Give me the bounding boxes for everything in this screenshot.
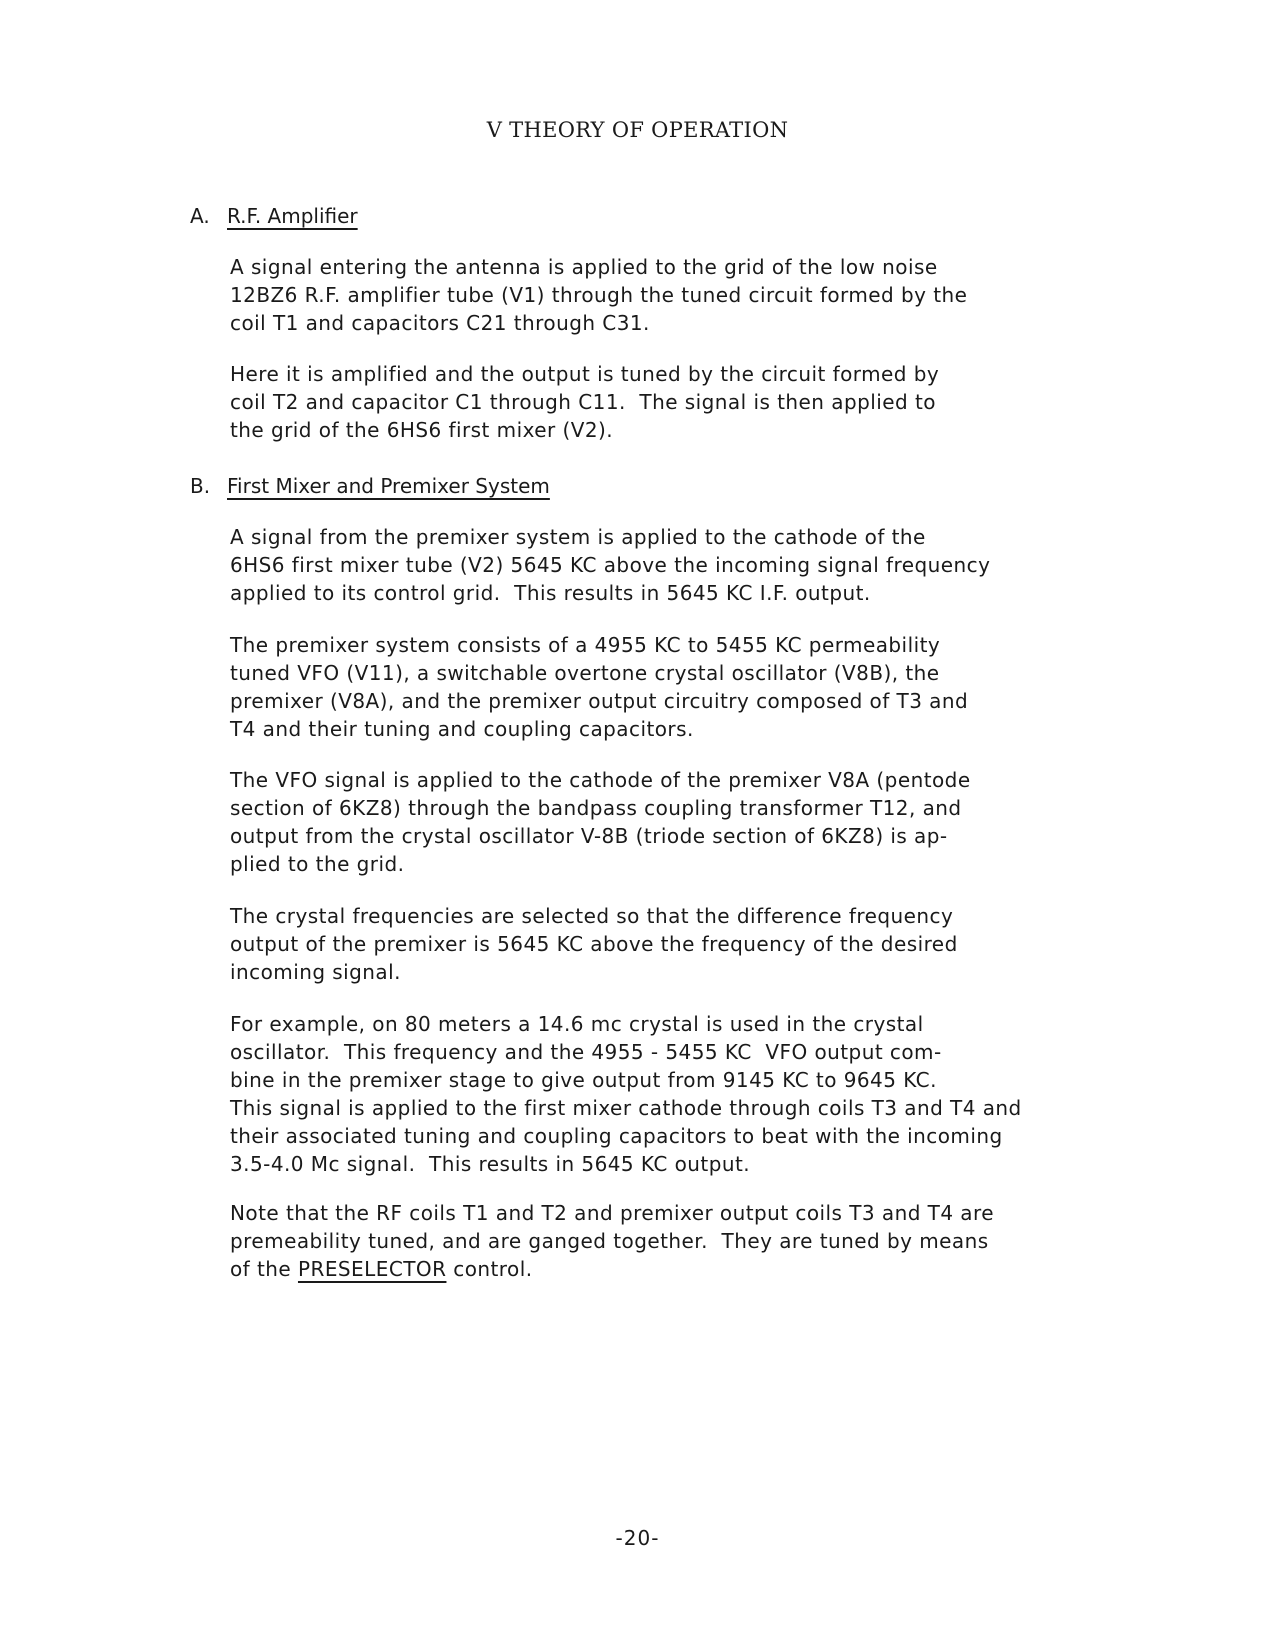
section-letter: B. [190,474,211,498]
section-heading-rf-amplifier [190,202,358,230]
page-title: V THEORY OF OPERATION [486,118,789,142]
note-text: Note that the RF coils T1 and T2 and premixer output coils T3 and T4 are premeability tuned, and are ganged together. They are tuned by means of the [230,1201,995,1281]
section-letter: A. [190,204,210,228]
paragraph: The premixer system consists of a 4955 KC to 5455 KC permeability tuned VFO (V11), a switchable overtone crystal oscillator (V8B), the premixer (V8A), and the premixer output circuitry composed of T3 and T4 and their tuning and coupling capacitors. [230,633,969,741]
note-text-end: control. [446,1257,533,1281]
section-title: R.F. Amplifier [227,204,358,228]
section-title: First Mixer and Premixer System [227,474,550,498]
paragraph: The crystal frequencies are selected so that the difference frequency output of the premixer is 5645 KC above the frequency of the desired incoming signal. [230,904,958,984]
note-paragraph [230,1199,994,1283]
paragraph: Here it is amplified and the output is tuned by the circuit formed by coil T2 and capacitor C1 through C11. The signal is then applied to the grid of the 6HS6 first mixer (V2). [230,362,940,442]
paragraph: A signal from the premixer system is applied to the cathode of the 6HS6 first mixer tube (V2) 5645 KC above the incoming signal frequency applied to its control grid. This results in 5645 KC I.F. output. [230,525,991,605]
section-heading-first-mixer [190,472,550,500]
paragraph: For example, on 80 meters a 14.6 mc crystal is used in the crystal oscillator. This frequency and the 4955 - 5455 KC VFO output com- bine in the premixer stage to give output from 9145 KC to 9645 KC. This signal is applied to the first mixer cathode through coils T3 and T4 and their associated tuning and coupling capacitors to beat with the incoming 3.5-4.0 Mc signal. This results in 5645 KC output. [230,1012,1022,1176]
page-number: -20- [615,1526,660,1550]
preselector-control-label: PRESELECTOR [297,1257,447,1281]
paragraph: A signal entering the antenna is applied to the grid of the low noise 12BZ6 R.F. amplifier tube (V1) through the tuned circuit formed by the coil T1 and capacitors C21 through C31. [230,255,968,335]
paragraph: The VFO signal is applied to the cathode of the premixer V8A (pentode section of 6KZ8) through the bandpass coupling transformer T12, and output from the crystal oscillator V-8B (triode section of 6KZ8) is ap- plied to the grid. [230,768,971,876]
